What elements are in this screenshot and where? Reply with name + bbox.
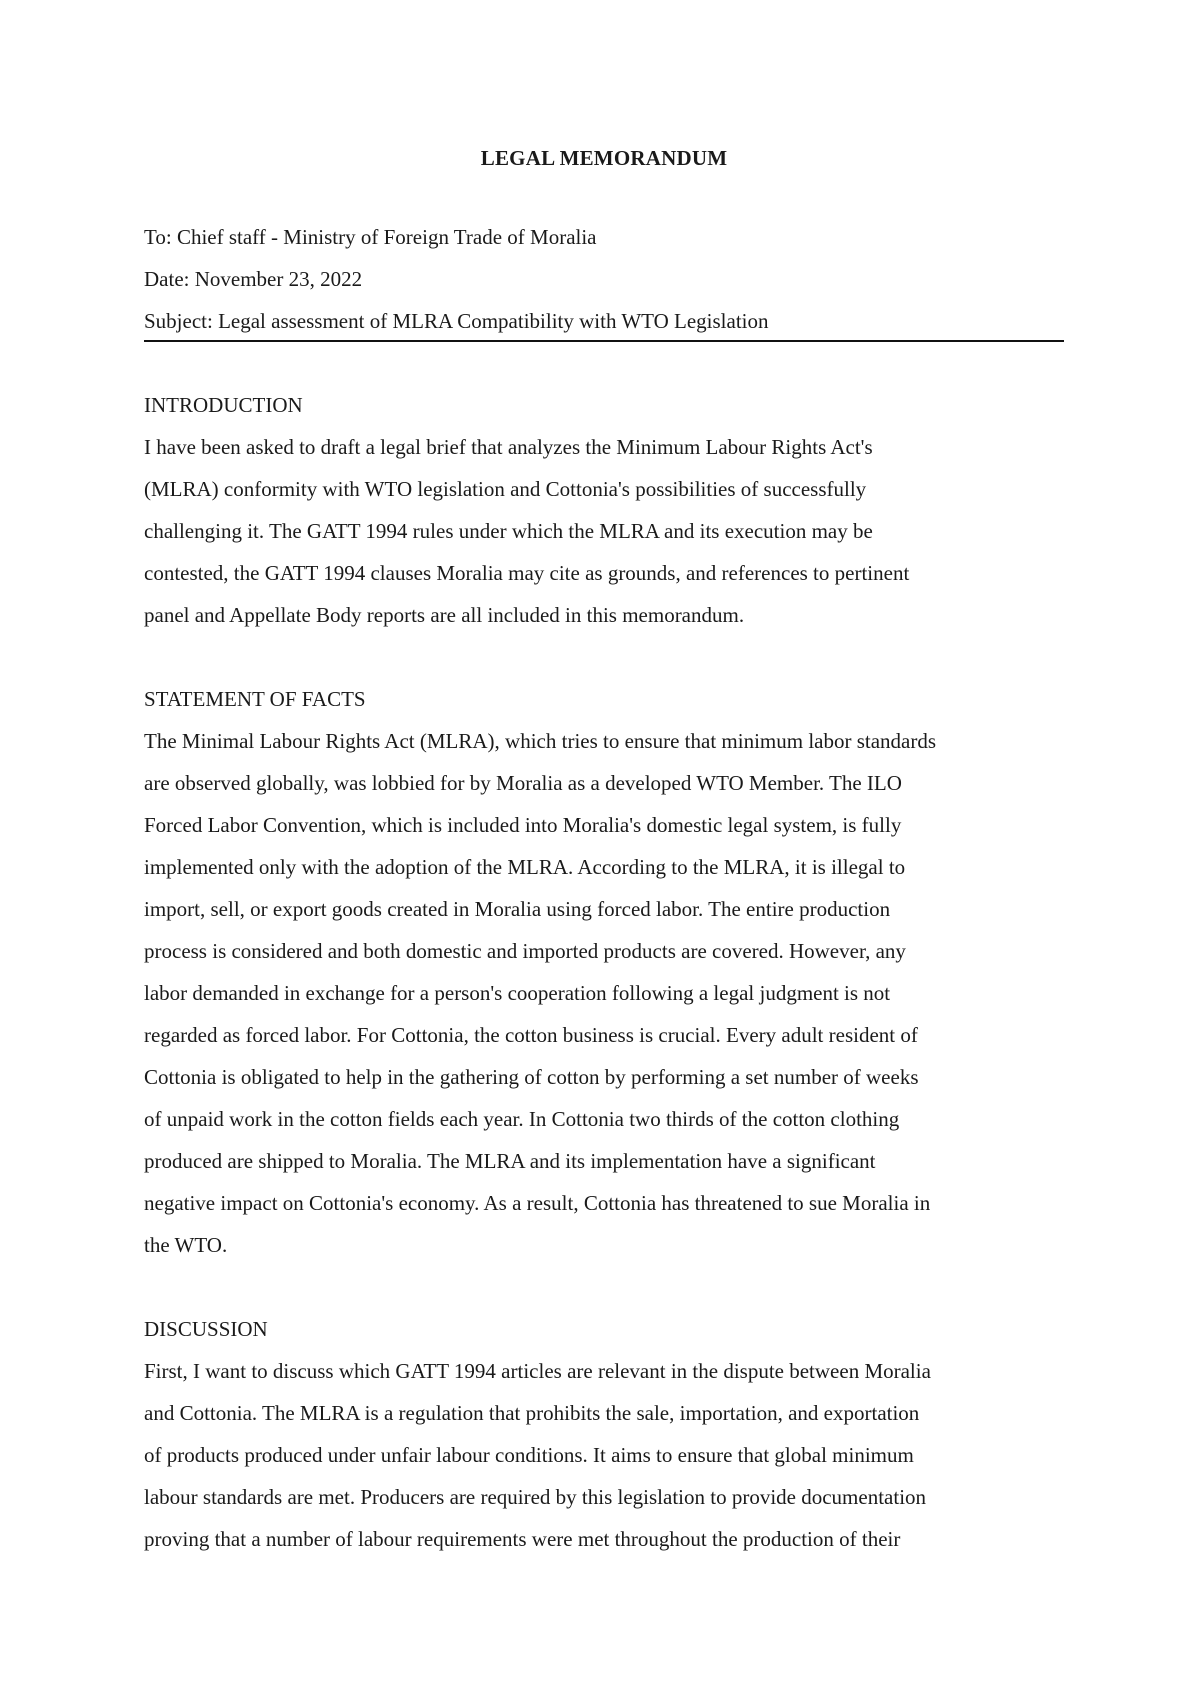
paragraph-line: the WTO. bbox=[144, 1233, 228, 1257]
introduction-paragraph bbox=[144, 426, 1064, 636]
document-body bbox=[144, 142, 1064, 1560]
paragraph-line: implemented only with the adoption of the MLRA. According to the MLRA, it is illegal to bbox=[144, 855, 906, 879]
paragraph-line: contested, the GATT 1994 clauses Moralia may cite as grounds, and references to pertinent bbox=[144, 561, 910, 585]
paragraph-line: Cottonia is obligated to help in the gathering of cotton by performing a set number of weeks bbox=[144, 1065, 919, 1089]
paragraph-line: process is considered and both domestic and imported products are covered. However, any bbox=[144, 939, 906, 963]
discussion-paragraph bbox=[144, 1350, 1064, 1560]
paragraph-line: challenging it. The GATT 1994 rules under which the MLRA and its execution may be bbox=[144, 519, 873, 543]
memo-date-line: Date: November 23, 2022 bbox=[144, 267, 363, 291]
section-introduction bbox=[144, 384, 1064, 636]
memo-header bbox=[144, 216, 1064, 342]
paragraph-line: import, sell, or export goods created in Moralia using forced labor. The entire production bbox=[144, 897, 891, 921]
paragraph-line: I have been asked to draft a legal brief that analyzes the Minimum Labour Rights Act's bbox=[144, 435, 873, 459]
paragraph-line: regarded as forced labor. For Cottonia, the cotton business is crucial. Every adult resident of bbox=[144, 1023, 918, 1047]
section-discussion bbox=[144, 1308, 1064, 1560]
paragraph-line: labour standards are met. Producers are required by this legislation to provide documentation bbox=[144, 1485, 927, 1509]
paragraph-line: panel and Appellate Body reports are all included in this memorandum. bbox=[144, 603, 745, 627]
paragraph-line: The Minimal Labour Rights Act (MLRA), which tries to ensure that minimum labor standards bbox=[144, 729, 937, 753]
document-title: LEGAL MEMORANDUM bbox=[480, 146, 728, 170]
paragraph-line: and Cottonia. The MLRA is a regulation that prohibits the sale, importation, and exportation bbox=[144, 1401, 920, 1425]
paragraph-line: Forced Labor Convention, which is included into Moralia's domestic legal system, is fully bbox=[144, 813, 902, 837]
section-heading-discussion: DISCUSSION bbox=[144, 1317, 268, 1341]
paragraph-line: produced are shipped to Moralia. The MLRA and its implementation have a significant bbox=[144, 1149, 876, 1173]
paragraph-line: First, I want to discuss which GATT 1994 articles are relevant in the dispute between Moralia bbox=[144, 1359, 931, 1383]
section-statement-of-facts bbox=[144, 678, 1064, 1266]
memo-to-line: To: Chief staff - Ministry of Foreign Trade of Moralia bbox=[144, 225, 597, 249]
paragraph-line: proving that a number of labour requirements were met throughout the production of their bbox=[144, 1527, 901, 1551]
statement-of-facts-paragraph bbox=[144, 720, 1064, 1266]
section-heading-introduction: INTRODUCTION bbox=[144, 393, 303, 417]
paragraph-line: of products produced under unfair labour conditions. It aims to ensure that global minimum bbox=[144, 1443, 914, 1467]
section-heading-statement-of-facts: STATEMENT OF FACTS bbox=[144, 687, 366, 711]
paragraph-line: labor demanded in exchange for a person's cooperation following a legal judgment is not bbox=[144, 981, 891, 1005]
paragraph-line: of unpaid work in the cotton fields each year. In Cottonia two thirds of the cotton clothing bbox=[144, 1107, 900, 1131]
paragraph-line: are observed globally, was lobbied for by Moralia as a developed WTO Member. The ILO bbox=[144, 771, 902, 795]
paragraph-line: negative impact on Cottonia's economy. As a result, Cottonia has threatened to sue Moralia in bbox=[144, 1191, 931, 1215]
paragraph-line: (MLRA) conformity with WTO legislation and Cottonia's possibilities of successfully bbox=[144, 477, 867, 501]
memo-subject-line: Subject: Legal assessment of MLRA Compatibility with WTO Legislation bbox=[144, 300, 1064, 342]
